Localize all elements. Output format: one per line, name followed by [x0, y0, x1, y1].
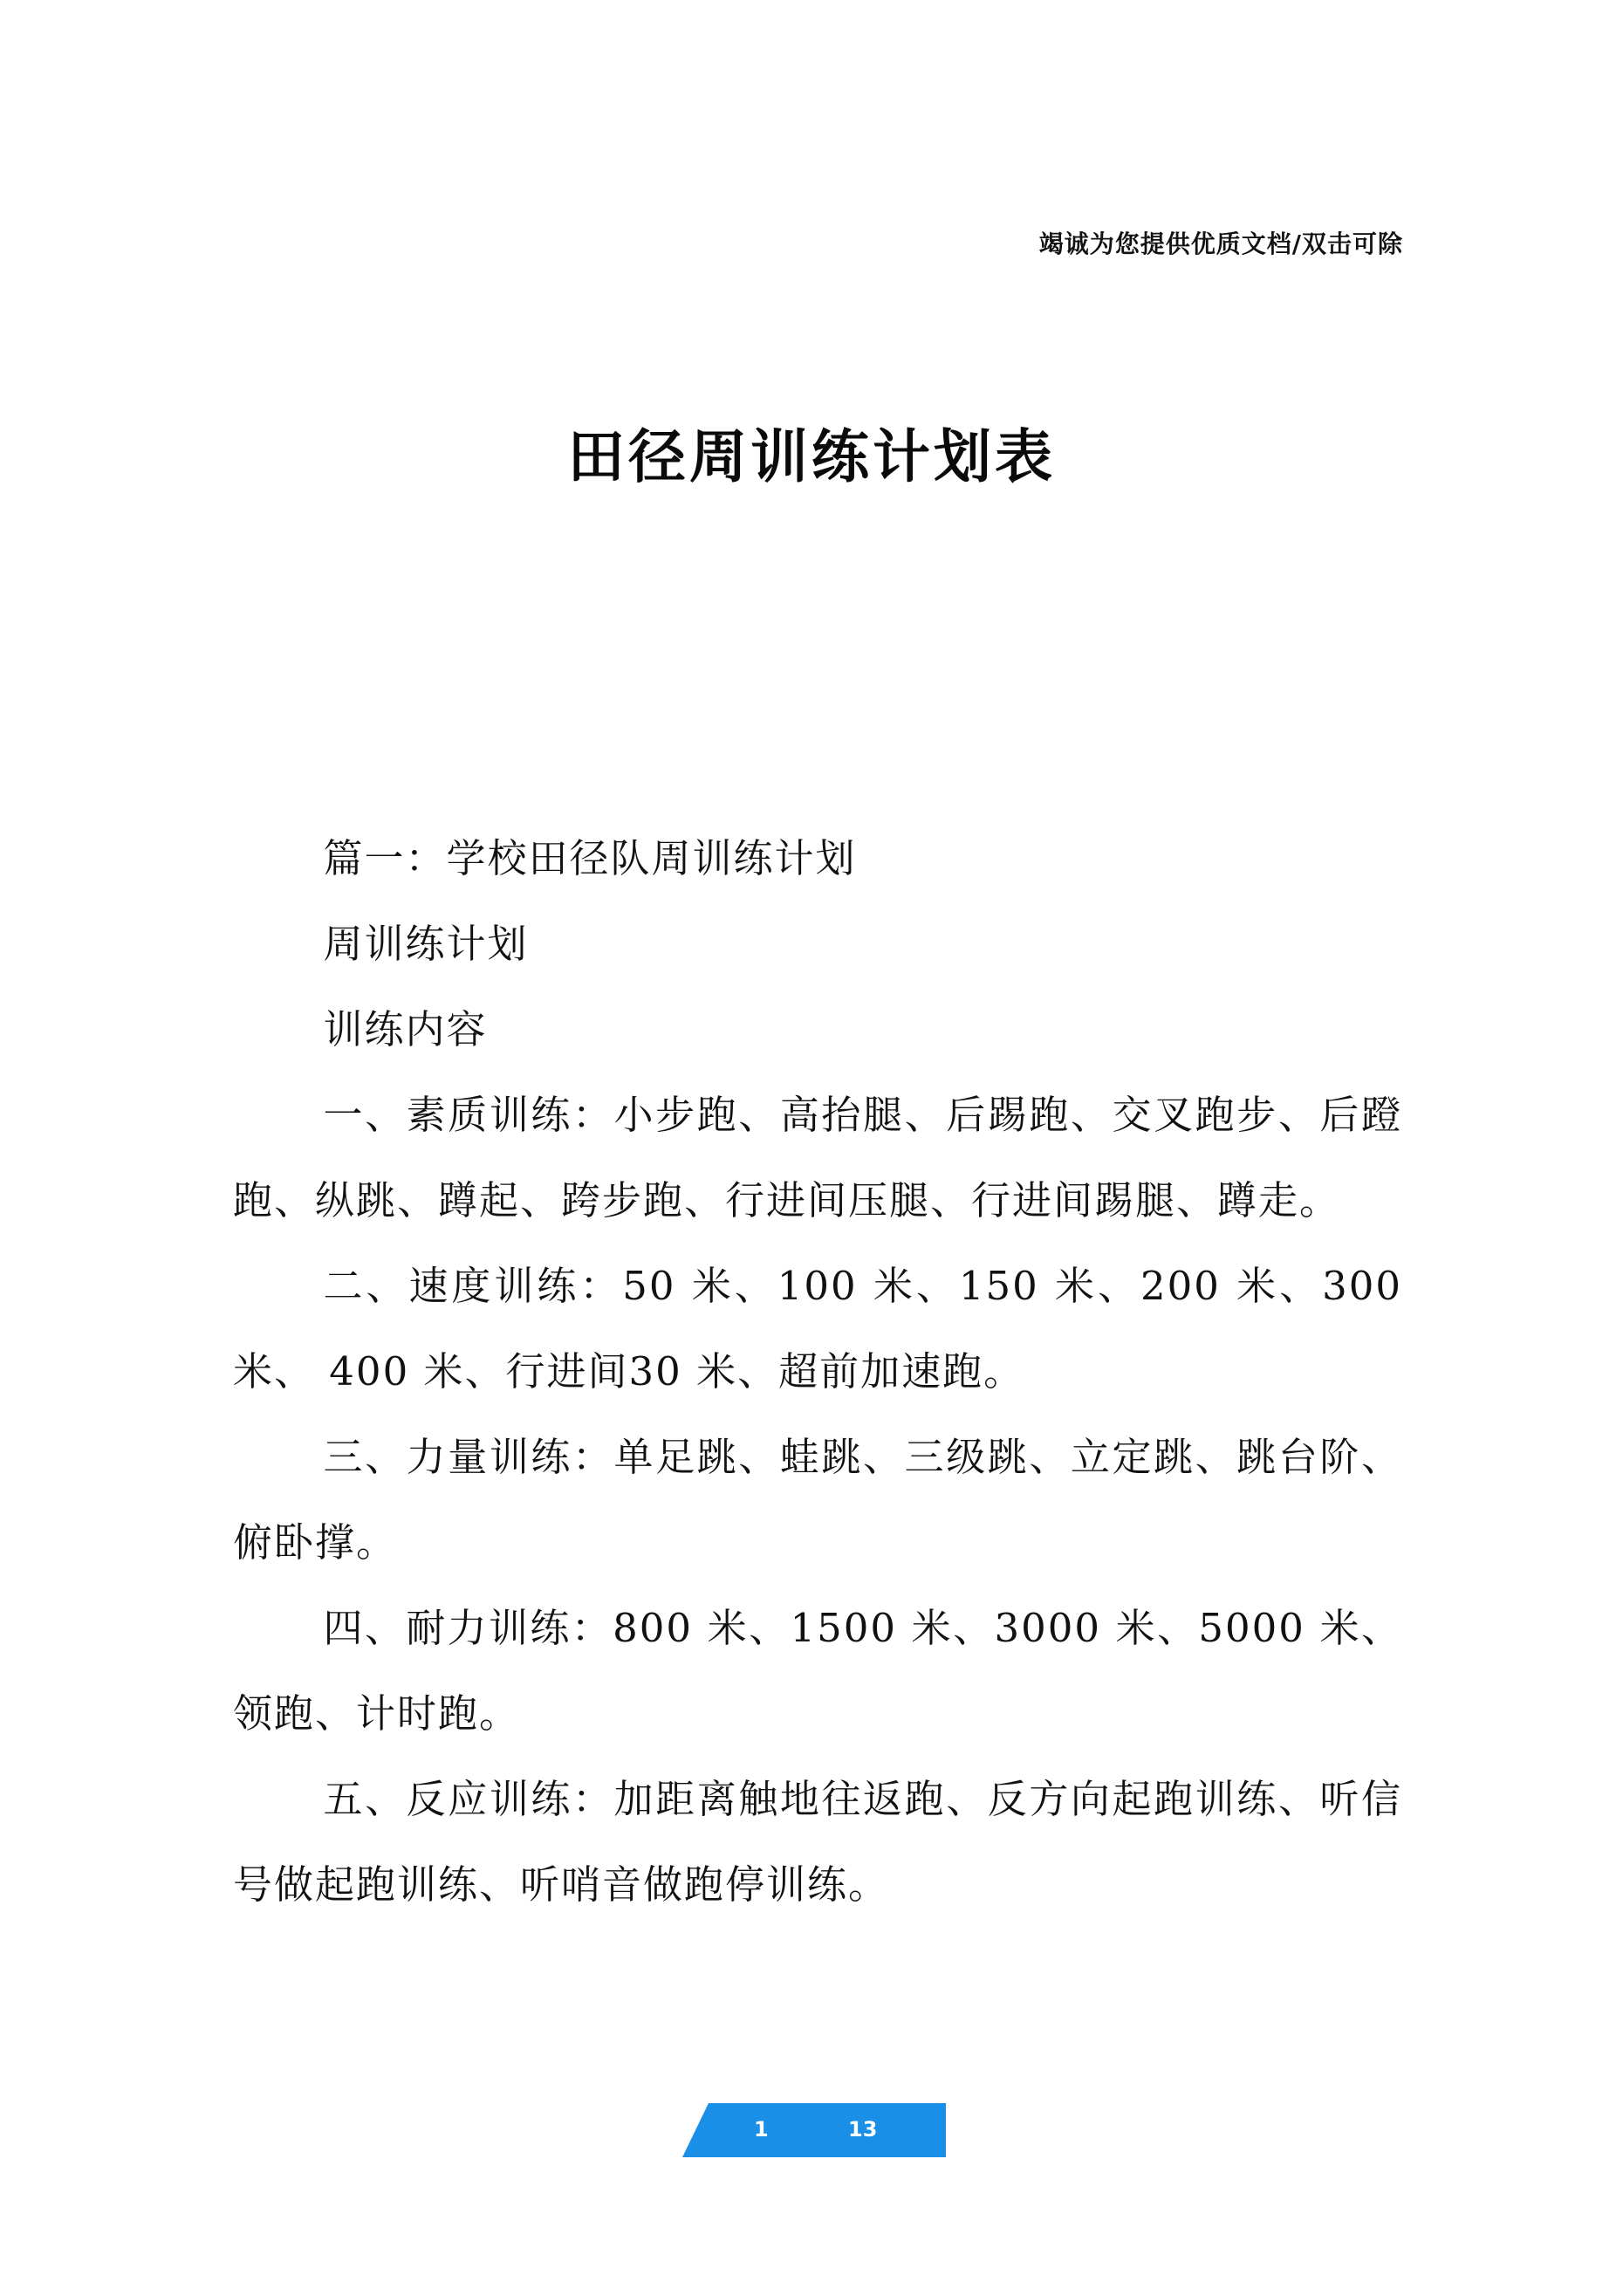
header-note: 竭诚为您提供优质文档/双击可除 — [1038, 230, 1403, 258]
document-body — [233, 816, 1402, 1928]
total-pages-number: 13 — [848, 2117, 878, 2142]
page-number-badge — [682, 2103, 946, 2157]
paragraph-reaction-training: 五、反应训练：加距离触地往返跑、反方向起跑训练、听信号做起跑训练、听哨音做跑停训练。 — [233, 1776, 1402, 1908]
page-badge-shape — [682, 2103, 946, 2157]
paragraph-section-heading: 篇一：学校田径队周训练计划 — [323, 835, 857, 881]
page-badge-parallelogram — [682, 2103, 946, 2157]
paragraph-speed-training: 二、速度训练：50 米、100 米、150 米、200 米、300 米、 400 米、行进间30 米、超前加速跑。 — [233, 1263, 1402, 1395]
document-title: 田径周训练计划表 — [567, 423, 1056, 490]
paragraph-subheading: 周训练计划 — [323, 921, 529, 967]
paragraph-training-content-label: 训练内容 — [323, 1006, 488, 1052]
paragraph-quality-training: 一、素质训练：小步跑、高抬腿、后踢跑、交叉跑步、后蹬跑、纵跳、蹲起、跨步跑、行进间压腿、行进间踢腿、蹲走。 — [233, 1092, 1402, 1223]
paragraph-endurance-training: 四、耐力训练：800 米、1500 米、3000 米、5000 米、领跑、计时跑。 — [233, 1605, 1402, 1737]
paragraph-strength-training: 三、力量训练：单足跳、蛙跳、三级跳、立定跳、跳台阶、俯卧撑。 — [233, 1434, 1402, 1566]
current-page-number: 1 — [754, 2117, 769, 2142]
